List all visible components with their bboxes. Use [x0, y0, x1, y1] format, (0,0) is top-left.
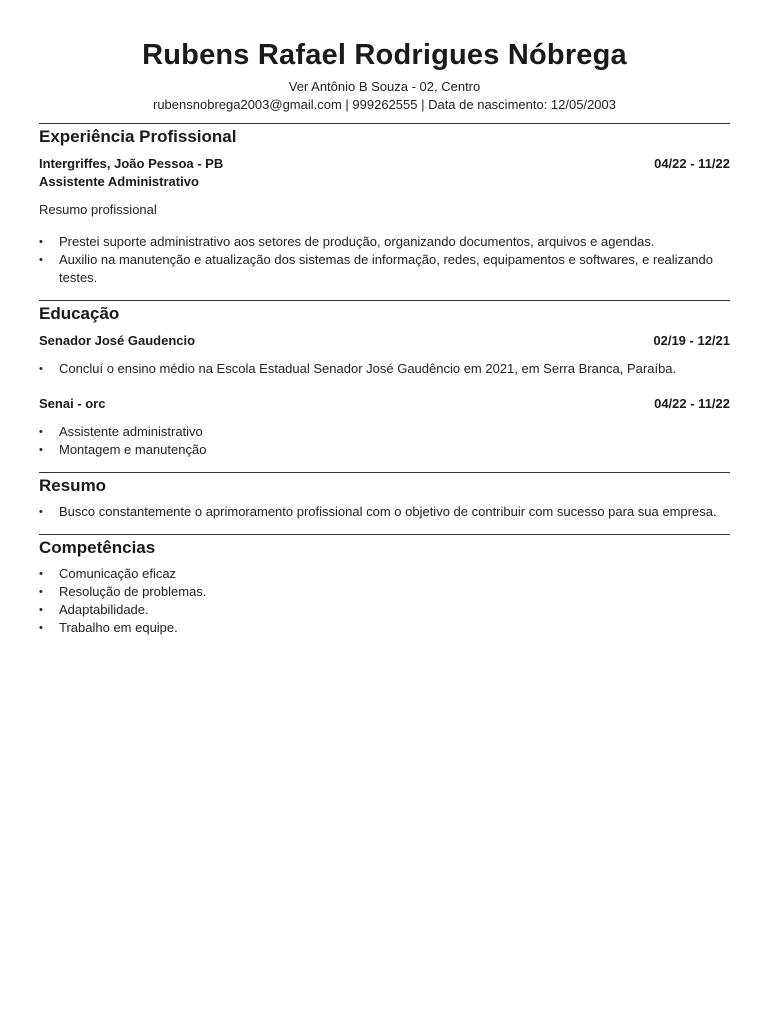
address-line: Ver Antônio B Souza - 02, Centro: [288, 79, 481, 94]
bullet-list: [39, 360, 730, 378]
bullet-list: [39, 503, 730, 521]
list-item: [39, 441, 730, 459]
bullet-text: Auxilio na manutenção e atualização dos sistemas de informação, redes, equipamentos e softwares, e realizando testes.: [59, 252, 713, 285]
entry-dates: 02/19 - 12/21: [653, 333, 730, 348]
list-item: [39, 423, 730, 441]
summary-section: [39, 472, 730, 521]
entry-header: [39, 395, 730, 413]
section-title: Competências: [39, 538, 156, 557]
section-divider: [39, 300, 730, 301]
section-title: Resumo: [39, 476, 107, 495]
entry-summary: Resumo profissional: [39, 202, 157, 217]
school-name: Senai - orc: [39, 396, 106, 411]
bullet-icon: •: [39, 236, 43, 248]
bullet-text: Comunicação eficaz: [59, 566, 177, 581]
section-divider: [39, 123, 730, 124]
bullet-text: Busco constantemente o aprimoramento profissional com o objetivo de contribuir com sucesso para sua empresa.: [59, 504, 717, 519]
bullet-icon: •: [39, 254, 43, 266]
bullet-text: Montagem e manutenção: [59, 442, 207, 457]
bullet-icon: •: [39, 622, 43, 634]
entry-header: [39, 332, 730, 350]
contact-line: rubensnobrega2003@gmail.com | 999262555 | Data de nascimento: 12/05/2003: [153, 97, 616, 112]
bullet-icon: •: [39, 426, 43, 438]
experience-entry: [39, 155, 730, 287]
bullet-text: Assistente administrativo: [59, 424, 203, 439]
bullet-text: Resolução de problemas.: [59, 584, 207, 599]
education-section: [39, 300, 730, 459]
list-item: [39, 565, 730, 583]
bullet-text: Prestei suporte administrativo aos setores de produção, organizando documentos, arquivos e agendas.: [59, 234, 655, 249]
list-item: [39, 601, 730, 619]
education-entry: [39, 395, 730, 459]
entry-dates: 04/22 - 11/22: [654, 156, 730, 171]
education-entry: [39, 332, 730, 378]
section-title: Experiência Profissional: [39, 127, 237, 146]
company-name: Intergriffes, João Pessoa - PB: [39, 156, 224, 171]
skills-section: [39, 534, 730, 637]
list-item: [39, 619, 730, 637]
school-name: Senador José Gaudencio: [39, 333, 196, 348]
entry-dates: 04/22 - 11/22: [654, 396, 730, 411]
bullet-text: Trabalho em equipe.: [59, 620, 178, 635]
resume-header: [39, 0, 730, 114]
experience-section: [39, 123, 730, 287]
list-item: [39, 251, 730, 287]
bullet-list: [39, 423, 730, 459]
candidate-name: Rubens Rafael Rodrigues Nóbrega: [142, 39, 627, 71]
bullet-text: Concluí o ensino médio na Escola Estadual Senador José Gaudêncio em 2021, em Serra Branca, Paraíba.: [59, 361, 677, 376]
section-title: Educação: [39, 304, 120, 323]
section-divider: [39, 472, 730, 473]
list-item: [39, 233, 730, 251]
bullet-icon: •: [39, 586, 43, 598]
bullet-icon: •: [39, 506, 43, 518]
list-item: [39, 360, 730, 378]
job-role: Assistente Administrativo: [39, 174, 199, 189]
bullet-list: [39, 565, 730, 637]
list-item: [39, 583, 730, 601]
bullet-icon: •: [39, 568, 43, 580]
entry-header: [39, 155, 730, 173]
bullet-list: [39, 233, 730, 287]
bullet-icon: •: [39, 604, 43, 616]
list-item: [39, 503, 730, 521]
section-divider: [39, 534, 730, 535]
bullet-text: Adaptabilidade.: [59, 602, 149, 617]
bullet-icon: •: [39, 363, 43, 375]
bullet-icon: •: [39, 444, 43, 456]
